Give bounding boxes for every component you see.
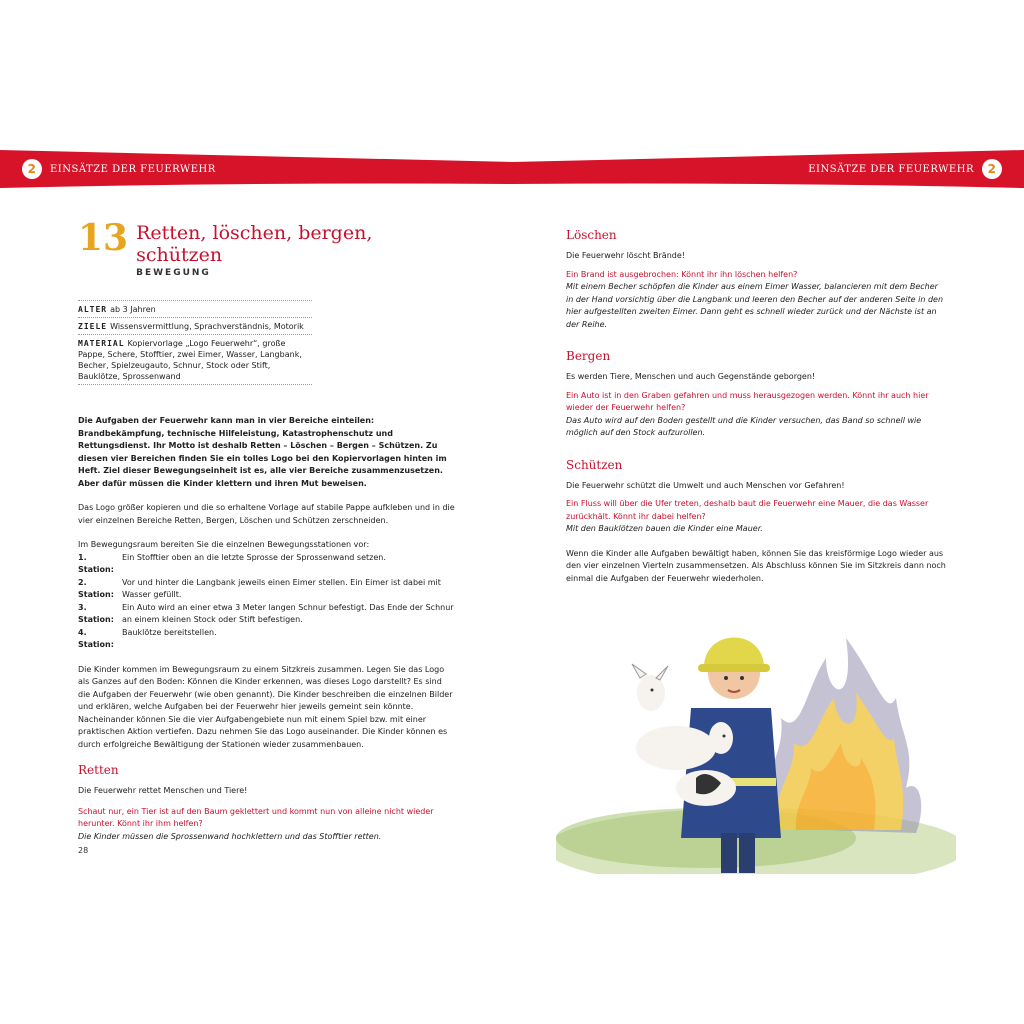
activity-title: Retten, löschen, bergen, schützen — [136, 222, 373, 266]
section-line: Die Feuerwehr rettet Menschen und Tiere! — [78, 786, 248, 795]
section-prompt: Ein Brand ist ausgebrochen: Könnt ihr ihn löschen helfen? — [566, 269, 798, 279]
station-label: 2. Station: — [78, 577, 114, 599]
chapter-header-left — [22, 159, 216, 179]
chapter-number-badge: 2 — [982, 159, 1002, 179]
chapter-number-badge: 2 — [22, 159, 42, 179]
section-prompt: Ein Auto ist in den Graben gefahren und muss herausgezogen werden. Könnt ihr auch hier wieder der Feuerwehr helfen? — [566, 390, 929, 412]
section-instruction: Mit einem Becher schöpfen die Kinder aus einem Eimer Wasser, balancieren mit dem Becher in der Hand vorsichtig über die Langbank und leeren den Becher auf der anderen Seite in den hier aufgestellten zweiten Eimer. Dann geht es schnell wieder zurück und der Nächste ist an der Reihe. — [566, 282, 944, 329]
station-item — [78, 602, 456, 627]
right-page — [566, 228, 946, 585]
station-text: Vor und hinter die Langbank jeweils einen Eimer stellen. Ein Eimer ist dabei mit Wasser gefüllt. — [122, 577, 441, 599]
stations-intro: Im Bewegungsraum bereiten Sie die einzelnen Bewegungsstationen vor: — [78, 540, 370, 549]
activity-number: 13 — [78, 217, 129, 259]
meta-key: MATERIAL — [78, 339, 125, 348]
activity-category: BEWEGUNG — [136, 268, 211, 278]
meta-material — [78, 334, 312, 385]
meta-key: ZIELE — [78, 322, 108, 331]
chapter-title: EINSÄTZE DER FEUERWEHR — [808, 163, 974, 175]
section-line: Es werden Tiere, Menschen und auch Gegenstände geborgen! — [566, 372, 816, 381]
section-prompt: Schaut nur, ein Tier ist auf den Baum geklettert und kommt nun von alleine nicht wieder herunter. Könnt ihr ihm helfen? — [78, 806, 434, 828]
section-heading-schuetzen: Schützen — [566, 457, 623, 472]
paragraph: Das Logo größer kopieren und die so erhaltene Vorlage auf stabile Pappe aufkleben und in die vier einzelnen Bereiche Retten, Bergen, Löschen und Schützen zerschneiden. — [78, 503, 455, 525]
meta-value: Kopiervorlage „Logo Feuerwehr“, große Pappe, Schere, Stofftier, zwei Eimer, Wasser, Langbank, Becher, Spielzeugauto, Schnur, Stock oder Stift, Bauklötze, Sprossenwand — [78, 339, 302, 381]
stations-list — [78, 539, 456, 652]
section-line: Die Feuerwehr schützt die Umwelt und auch Menschen vor Gefahren! — [566, 480, 845, 490]
station-item — [78, 552, 456, 577]
section-instruction: Mit den Bauklötzen bauen die Kinder eine Mauer. — [566, 524, 763, 533]
station-item — [78, 627, 456, 652]
station-text: Ein Auto wird an einer etwa 3 Meter langen Schnur befestigt. Das Ende der Schnur an einem kleinen Stock oder Stift befestigen. — [122, 602, 454, 624]
station-item — [78, 577, 456, 602]
section-heading-loeschen: Löschen — [566, 228, 617, 242]
chapter-header-right — [808, 159, 1002, 179]
intro-paragraph: Die Aufgaben der Feuerwehr kann man in vier Bereiche einteilen: Brandbekämpfung, technische Hilfeleistung, Katastrophenschutz und Rettungsdienst. Ihr Motto ist deshalb Retten – Löschen – Bergen – Schützen. Zu diesen vier Bereichen finden Sie ein tolles Logo bei den Kopiervorlagen hinten im Heft. Ziel dieser Bewegungseinheit ist es, alle vier Bereiche zusammenzusetzen. Aber dafür müssen die Kinder klettern und ihren Mut beweisen. — [78, 416, 447, 488]
meta-value: ab 3 Jahren — [110, 305, 156, 314]
station-label: 3. Station: — [78, 602, 114, 624]
meta-key: ALTER — [78, 305, 108, 314]
firefighter-illustration — [556, 598, 956, 874]
activity-title-block — [78, 217, 456, 278]
section-instruction: Die Kinder müssen die Sprossenwand hochklettern und das Stofftier retten. — [78, 831, 382, 841]
activity-meta — [78, 300, 312, 385]
paragraph: Die Kinder kommen im Bewegungsraum zu einem Sitzkreis zusammen. Legen Sie das Logo als Ganzes auf den Boden: Können die Kinder erkennen, was dieses Logo darstellt? Es sind die Aufgaben der Feuerwehr (wie oben genannt). Die Kinder beschreiben die einzelnen Bilder und erklären, welche Aufgaben bei der Feuerwehr hier jeweils gemeint sein könnte. Nacheinander können Sie die vier Aufgabengebiete nun mit einem Spiel bzw. mit einer praktischen Aktion vertiefen. Dazu nehmen Sie das Logo auseinander. Die Kinder können es durch erfolgreiche Bewältigung der Stationen wieder zusammenbauen. — [78, 664, 453, 749]
fire-graphic — [764, 638, 921, 833]
section-heading-bergen: Bergen — [566, 349, 611, 363]
page-number: 28 — [78, 846, 89, 855]
section-heading-retten: Retten — [78, 763, 119, 777]
section-instruction: Das Auto wird auf den Boden gestellt und die Kinder versuchen, das Band so schnell wie möglich auf den Stock aufzurollen. — [566, 415, 922, 437]
station-label: 4. Station: — [78, 627, 114, 649]
station-text: Ein Stofftier oben an die letzte Sprosse der Sprossenwand setzen. — [122, 552, 386, 562]
section-prompt: Ein Fluss will über die Ufer treten, deshalb baut die Feuerwehr eine Mauer, die das Wasser zurückhält. Könnt ihr dabei helfen? — [566, 499, 929, 521]
section-line: Die Feuerwehr löscht Brände! — [566, 251, 685, 260]
chapter-title: EINSÄTZE DER FEUERWEHR — [50, 163, 216, 175]
left-page — [78, 217, 456, 843]
meta-value: Wissensvermittlung, Sprachverständnis, Motorik — [110, 322, 304, 331]
station-text: Bauklötze bereitstellen. — [122, 627, 217, 637]
station-label: 1. Station: — [78, 552, 114, 574]
meta-goals — [78, 317, 312, 334]
closing-paragraph: Wenn die Kinder alle Aufgaben bewältigt haben, können Sie das kreisförmige Logo wieder aus den vier einzelnen Vierteln zusammensetzen. Als Abschluss können Sie im Sitzkreis dann noch einmal die Aufgaben der Feuerwehr wiederholen. — [566, 548, 946, 583]
meta-age — [78, 300, 312, 317]
